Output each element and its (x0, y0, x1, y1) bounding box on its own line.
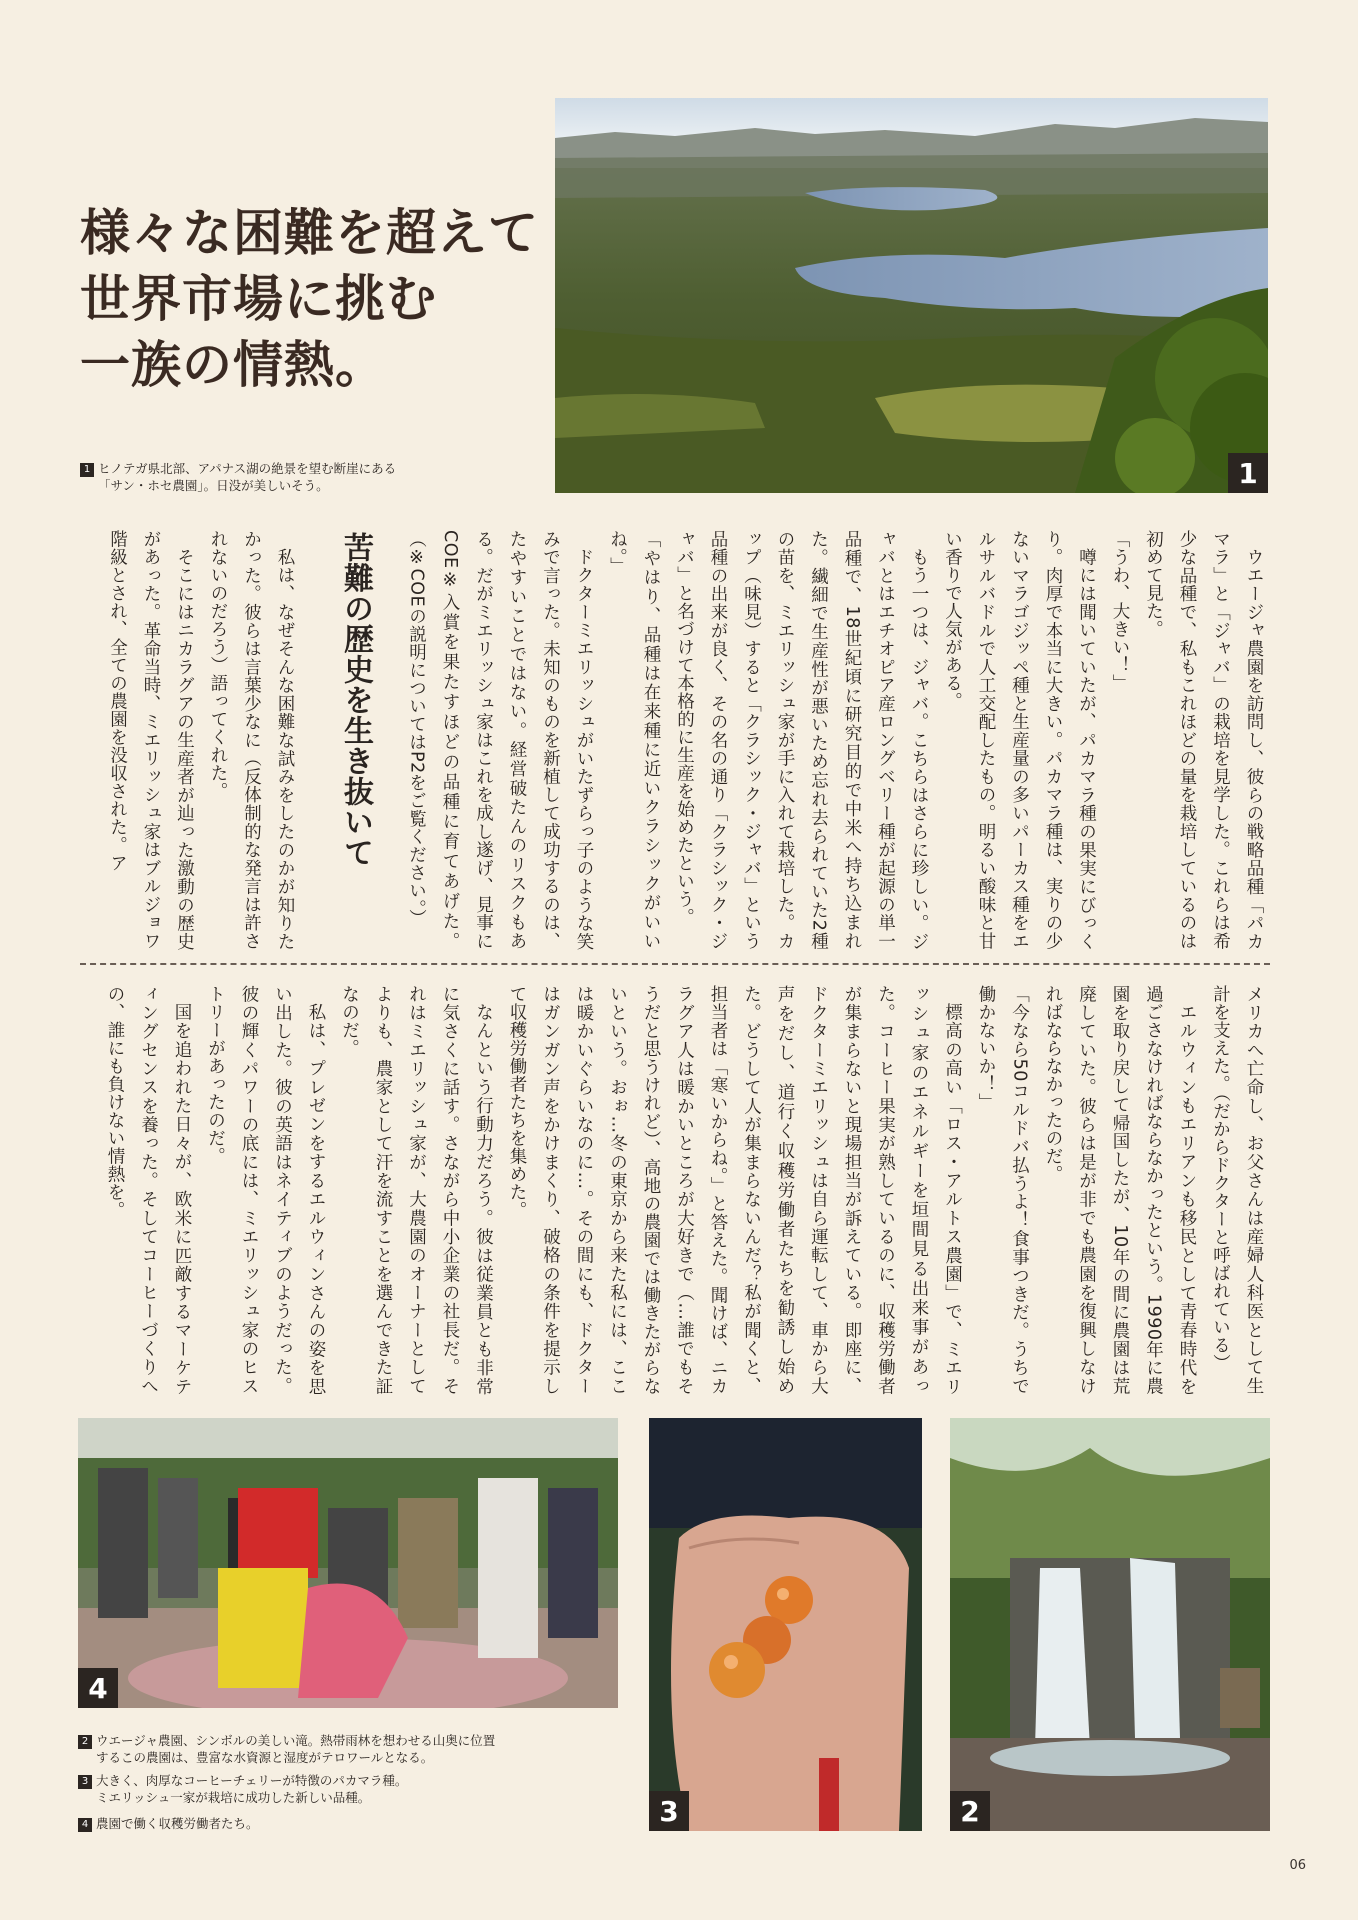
caption-3-number: 3 (78, 1775, 92, 1789)
page-headline (80, 200, 540, 398)
caption-4-line-1: 農園で働く収穫労働者たち。 (96, 1816, 259, 1831)
caption-4 (78, 1815, 618, 1832)
photo-2-badge: 2 (950, 1791, 990, 1831)
body-top-quote-2: 「やはり、品種は在来種に近いクラシックがいいね。」 (607, 530, 661, 950)
caption-2-number: 2 (78, 1735, 92, 1749)
caption-1-line-1: ヒノテガ県北部、アパナス湖の絶景を望む断崖にある (98, 461, 397, 476)
headline-line-1: 様々な困難を超えて (80, 204, 539, 262)
caption-2 (78, 1732, 618, 1766)
caption-3-line-1: 大きく、肉厚なコーヒーチェリーが特徴のパカマラ種。 (96, 1773, 408, 1788)
caption-2-line-2: するこの農園は、豊富な水資源と湿度がテロワールとなる。 (96, 1750, 434, 1765)
caption-1-line-2: 「サン・ホセ農園」。日没が美しいそう。 (98, 478, 329, 493)
article-body-top (100, 530, 1270, 950)
body-top-para-2: 噂には聞いていたが、パカマラ種の果実にびっくり。肉厚で本当に大きい。パカマラ種は、実りの少ないマラゴジッペ種と生産量の多いパーカス種をエルサルバドルで人工交配したもの。明るい酸味と甘い香りで人気がある。 (942, 530, 1097, 950)
photo-waterfall (950, 1418, 1270, 1831)
photo-lake-landscape (555, 98, 1268, 493)
photo-coffee-cherries (649, 1418, 922, 1831)
waterfall-image (950, 1418, 1270, 1831)
headline-line-2: 世界市場に挑む (80, 270, 437, 328)
body-top-quote-1: 「うわ、大きい！」 (1110, 530, 1130, 692)
coffee-cherries-image (649, 1418, 922, 1831)
photo-3-badge: 3 (649, 1791, 689, 1831)
body-bottom-para-2: エルウィンもエリアンも移民として青春時代を過ごさなければならなかったという。1990年に農園を取り戻して帰国したが、10年の間に農園は荒廃していた。彼らは是が非でも農園を復興しなければならなかったのだ。 (1043, 985, 1197, 1395)
caption-4-number: 4 (78, 1818, 92, 1832)
body-bottom-para-5: 私は、プレゼンをするエルウィンさんの姿を思い出した。彼の英語はネイティブのようだった。彼の輝くパワーの底には、ミエリッシュ家のヒストリーがあったのだ。 (205, 985, 326, 1395)
harvest-workers-image (78, 1418, 618, 1708)
body-bottom-para-1: メリカへ亡命し、お父さんは産婦人科医として生計を支えた。（だからドクターと呼ばれている） (1210, 985, 1264, 1395)
lake-landscape-image (555, 98, 1268, 493)
photo-1-badge: 1 (1228, 453, 1268, 493)
headline-line-3: 一族の情熱。 (80, 336, 386, 394)
body-bottom-para-4: なんという行動力だろう。彼は従業員とも非常に気さくに話す。さながら中小企業の社長だ。それはミエリッシュ家が、大農園のオーナーとしてよりも、農家として汗を流すことを選んできた証なのだ。 (339, 985, 494, 1395)
photo-harvest-workers (78, 1418, 618, 1708)
page-number: 06 (1289, 1858, 1306, 1873)
body-bottom-quote-1: 「今なら50コルドバ払うよ！食事つきだ。うちで働かないか！」 (976, 985, 1030, 1395)
body-bottom-para-3: 標高の高い「ロス・アルトス農園」で、ミエリッシュ家のエネルギーを垣間見る出来事があった。コーヒー果実が熟しているのに、収穫労働者が集まらないと現場担当が訴えている。即座に、ドクターミエリッシュは自ら運転して、車から大声をだし、道行く収穫労働者たちを勧誘し始めた。どうして人が集まらないんだ？私が聞くと、担当者は「寒いからね。」と答えた。聞けば、ニカラグア人は暖かいところが大好きで（…誰でもそうだと思うけれど）、高地の農園では働きたがらないという。おぉ…冬の東京から来た私には、ここは暖かいぐらいなのに…。その間にも、ドクターはガンガン声をかけまくり、破格の条件を提示して収穫労働者たちを集めた。 (507, 985, 963, 1396)
section-subheading: 苦難の歴史を生き抜いて (338, 532, 373, 868)
body-top-para-1: ウエージャ農園を訪問し、彼らの戦略品種「パカマラ」と「ジャバ」の栽培を見学した。これらは希少な品種で、私もこれほどの量を栽培しているのは初めて見た。 (1143, 530, 1264, 950)
body-top-para-6: そこにはニカラグアの生産者が辿った激動の歴史があった。革命当時、ミエリッシュ家はブルジョワ階級とされ、全ての農園を没収された。ア (107, 530, 195, 950)
caption-1 (80, 460, 480, 494)
body-top-para-5: 私は、なぜそんな困難な試みをしたのかが知りたかった。彼らは言葉少なに（反体制的な発言は許されないのだろう）語ってくれた。 (208, 530, 295, 950)
caption-1-number: 1 (80, 463, 94, 477)
article-body-bottom (105, 985, 1270, 1396)
body-top-para-3: もう一つは、ジャバ。こちらはさらに珍しい。ジャバとはエチオピア産ロングベリー種が起源の単一品種で、18世紀頃に研究目的で中米へ持ち込まれた。繊細で生産性が悪いため忘れ去られていた2種の苗を、ミエリッシュ家が手に入れて栽培した。カップ（味見）すると「クラシック・ジャバ」という品種の出来が良く、その名の通り「クラシック・ジャバ」と名づけて本格的に生産を始めたという。 (674, 530, 929, 950)
body-bottom-para-6: 国を追われた日々が、欧米に匹敵するマーケティングセンスを養った。そしてコーヒーづくりへの、誰にも負けない情熱を。 (105, 985, 192, 1395)
photo-4-badge: 4 (78, 1668, 118, 1708)
caption-2-line-1: ウエージャ農園、シンボルの美しい滝。熱帯雨林を想わせる山奥に位置 (96, 1733, 496, 1748)
caption-3-line-2: ミエリッシュ一家が栽培に成功した新しい品種。 (96, 1790, 371, 1805)
section-divider (80, 963, 1270, 965)
body-top-para-4: ドクターミエリッシュがいたずらっ子のような笑みで言った。未知のものを新植して成功するのは、たやすいことではない。経営破たんのリスクもある。だがミエリッシュ家はこれを成し遂げ、見事にCOE※入賞を果たすほどの品種に育てあげた。（※COEの説明についてはP2をご覧ください。） (406, 530, 594, 950)
caption-3 (78, 1772, 618, 1806)
